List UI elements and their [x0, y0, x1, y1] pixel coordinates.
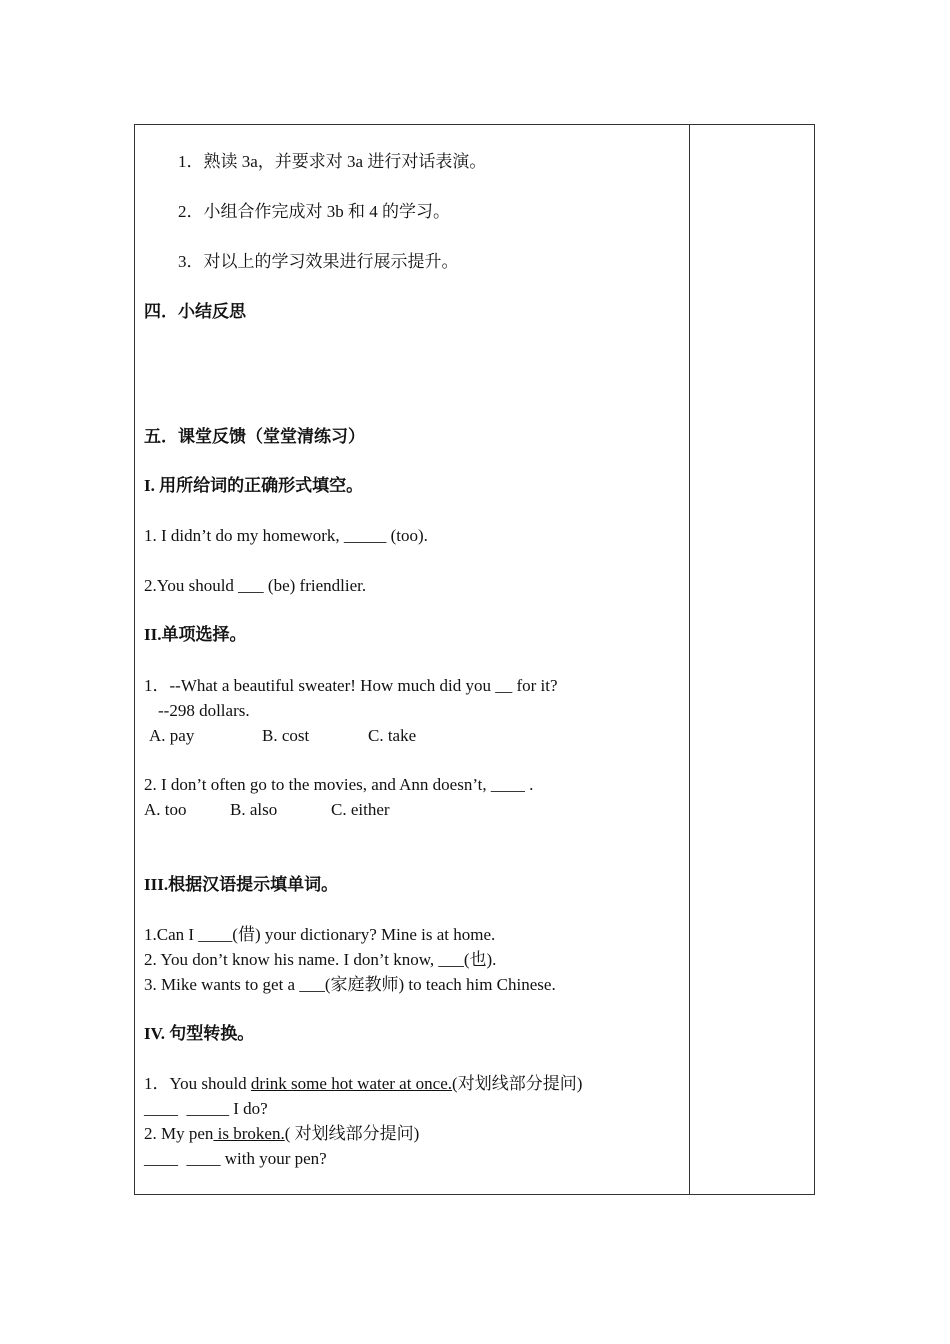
part-4-q2-underlined: is broken.: [213, 1124, 285, 1143]
part-4-question-1: [144, 1074, 582, 1094]
section-4-heading: 四．小结反思: [144, 302, 246, 321]
table-column-divider: [689, 124, 690, 1195]
part-2-q1-option-a: A. pay: [149, 726, 195, 745]
part-3-heading: III.根据汉语提示填单词。: [144, 875, 339, 894]
part-4-question-2: [144, 1124, 419, 1144]
part-2-q2-option-c: C. either: [331, 800, 390, 819]
part-1-question-2: 2.You should ___ (be) friendlier.: [144, 576, 367, 595]
section-5-heading: 五．课堂反馈（堂堂清练习）: [144, 427, 365, 446]
step-2: 2．小组合作完成对 3b 和 4 的学习。: [178, 202, 450, 221]
part-4-q2-suffix: ( 对划线部分提问): [284, 1124, 420, 1143]
part-2-heading: II.单项选择。: [144, 625, 247, 644]
part-4-q1-blank-line: ____ _____ I do?: [144, 1099, 268, 1118]
part-4-q1-suffix: (对划线部分提问): [452, 1074, 583, 1093]
step-3: 3．对以上的学习效果进行展示提升。: [178, 252, 459, 271]
part-4-q1-prefix: 1．You should: [144, 1074, 251, 1093]
part-4-q2-blank-line: ____ ____ with your pen?: [144, 1149, 327, 1168]
part-4-q2-prefix: 2. My pen: [144, 1124, 214, 1143]
part-2-q2-option-a: A. too: [144, 800, 187, 819]
part-3-question-1: 1.Can I ____(借) your dictionary? Mine is at home.: [144, 925, 496, 944]
part-2-q1-option-c: C. take: [368, 726, 417, 745]
part-4-heading: IV. 句型转换。: [144, 1024, 255, 1043]
part-4-q1-underlined: drink some hot water at once.: [250, 1074, 453, 1093]
part-2-question-1-answer: --298 dollars.: [158, 701, 250, 720]
part-2-question-2: 2. I don’t often go to the movies, and Ann doesn’t, ____ .: [144, 775, 534, 794]
part-1-question-1: 1. I didn’t do my homework, _____ (too).: [144, 526, 428, 545]
part-2-q2-option-b: B. also: [230, 800, 278, 819]
part-3-question-2: 2. You don’t know his name. I don’t know, ___(也).: [144, 950, 497, 969]
step-1: 1．熟读 3a，并要求对 3a 进行对话表演。: [178, 152, 487, 171]
part-2-question-1: 1．--What a beautiful sweater! How much did you __ for it?: [144, 676, 558, 695]
part-3-question-3: 3. Mike wants to get a ___(家庭教师) to teach him Chinese.: [144, 975, 556, 994]
part-1-heading: I. 用所给词的正确形式填空。: [144, 476, 364, 495]
part-2-q1-option-b: B. cost: [262, 726, 310, 745]
